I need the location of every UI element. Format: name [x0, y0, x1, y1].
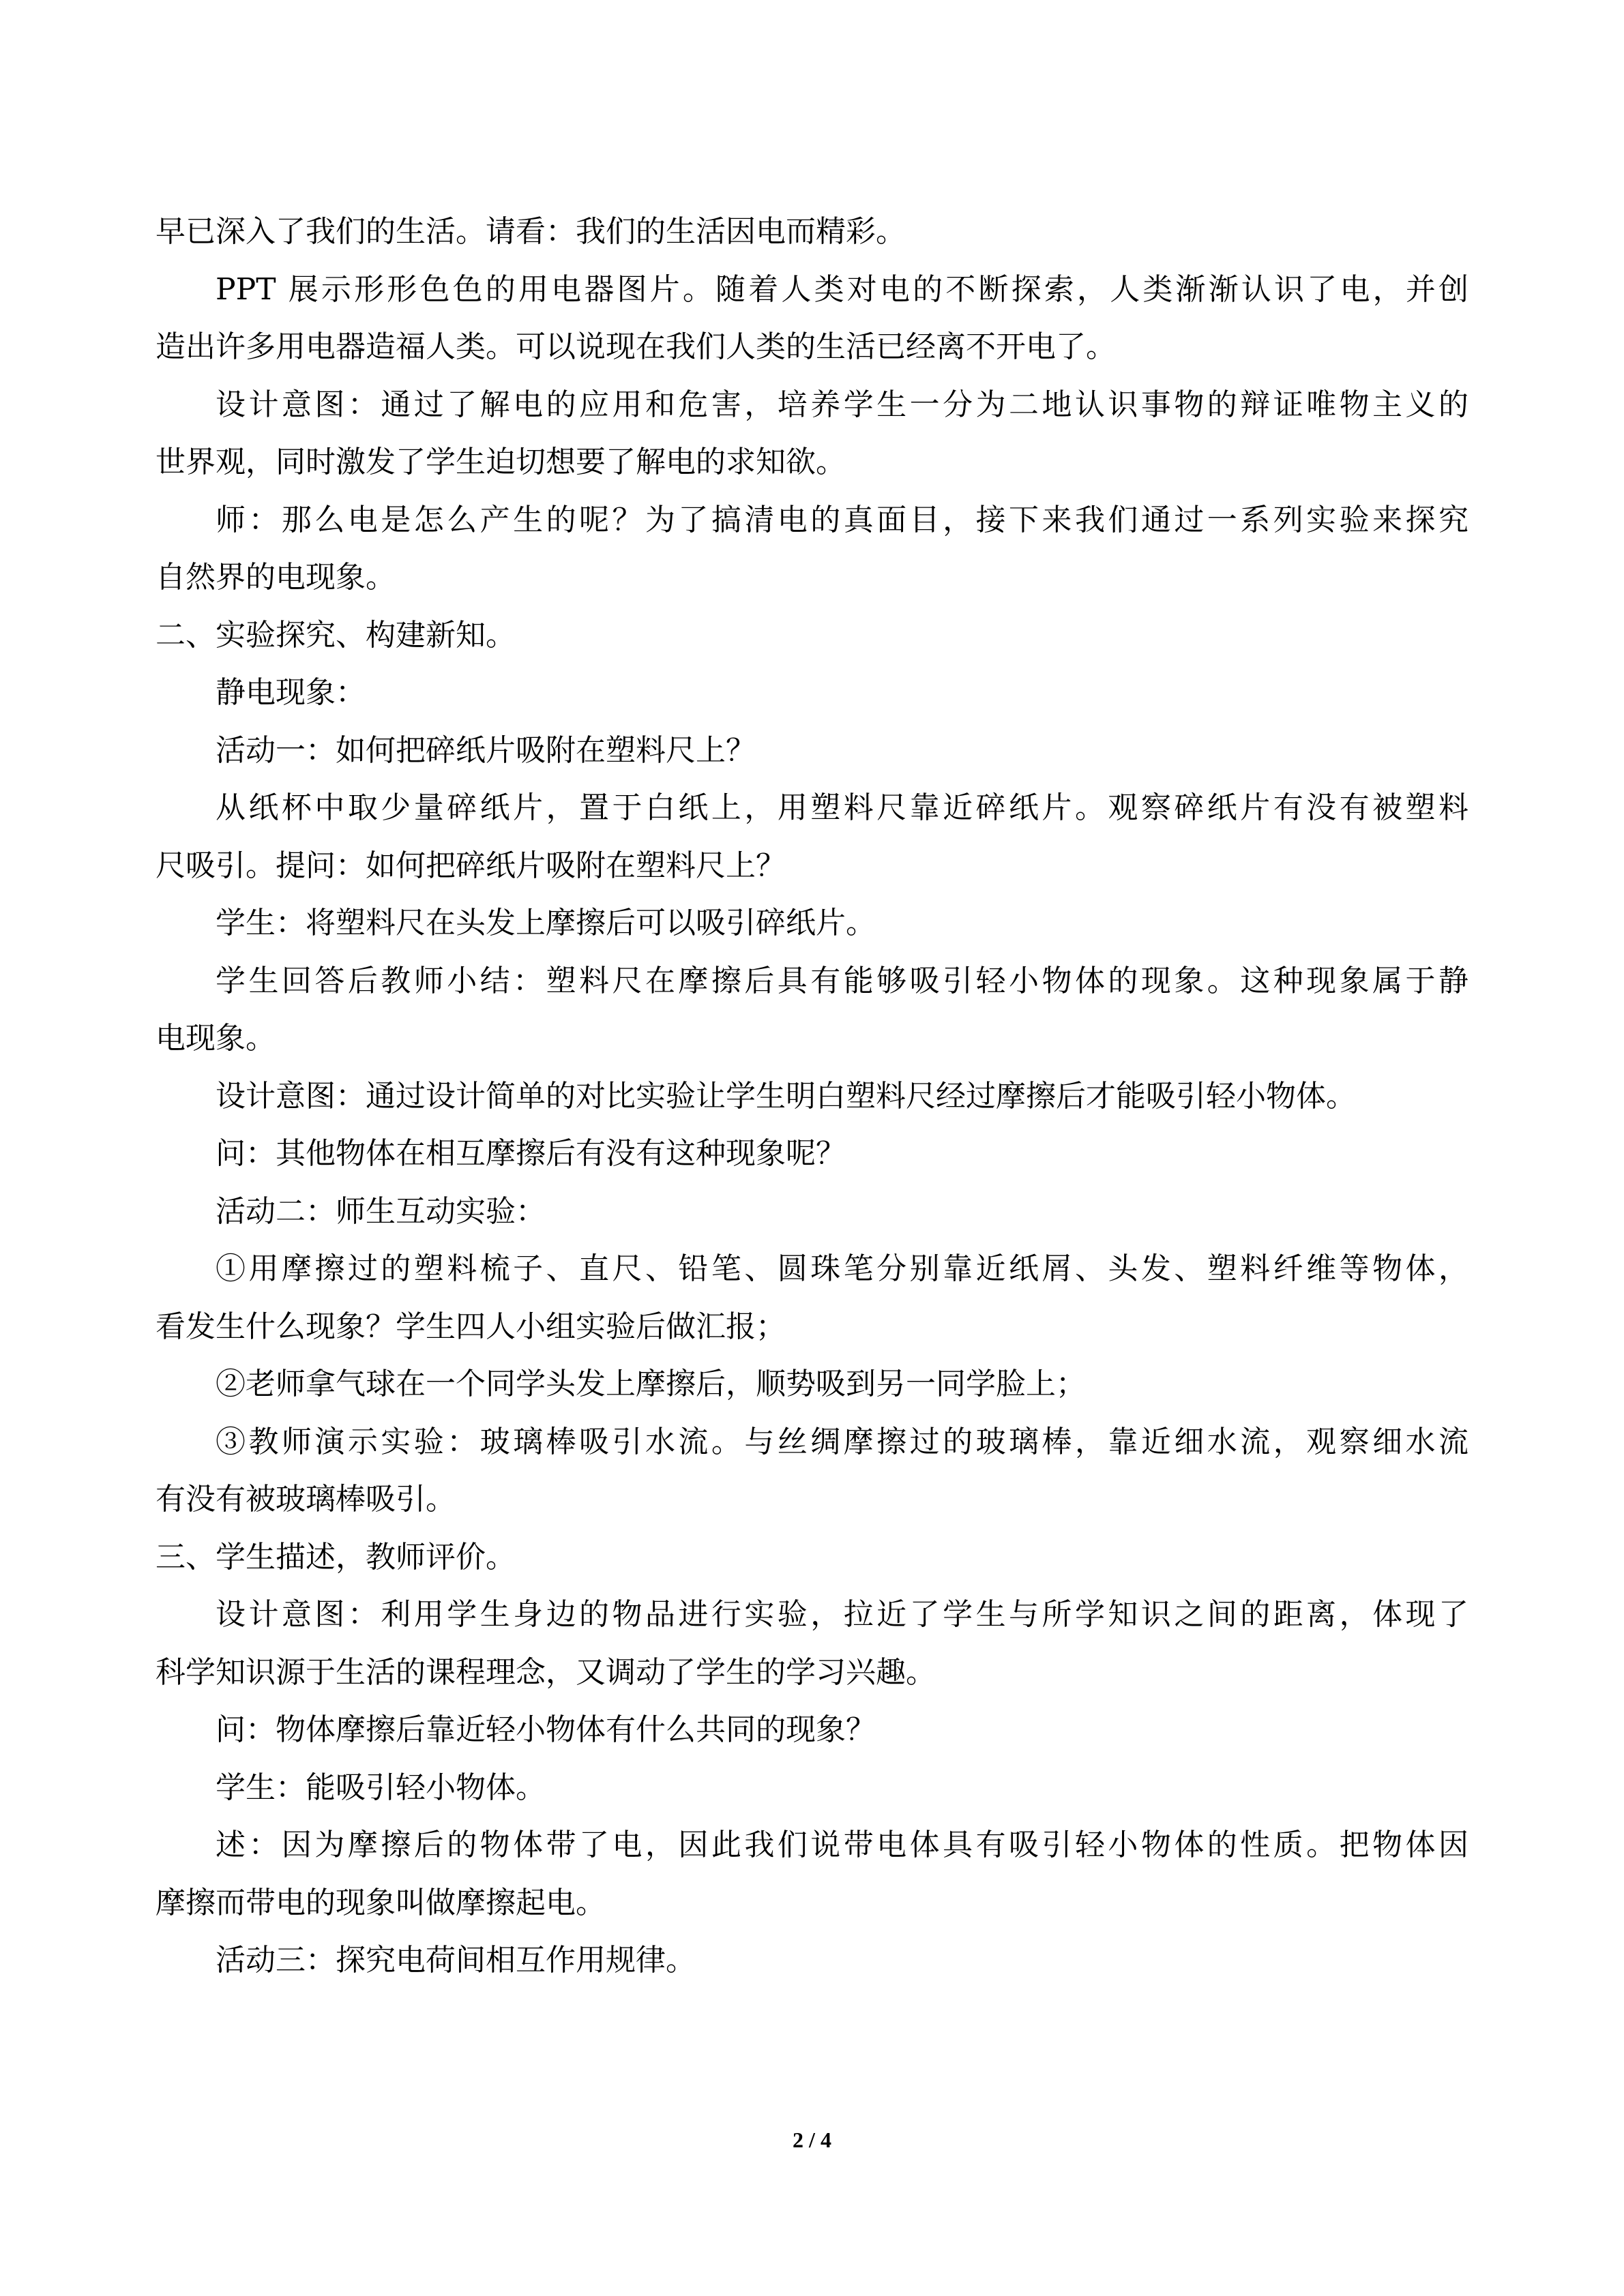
paragraph-line: 造出许多用电器造福人类。可以说现在我们人类的生活已经离不开电了。: [156, 329, 1116, 364]
paragraph-line: ③教师演示实验：玻璃棒吸引水流。与丝绸摩擦过的玻璃棒，靠近细水流，观察细水流: [216, 1424, 1468, 1459]
paragraph-line: 活动二：师生互动实验：: [216, 1193, 546, 1229]
paragraph-line: 学生回答后教师小结：塑料尺在摩擦后具有能够吸引轻小物体的现象。这种现象属于静: [216, 963, 1468, 998]
paragraph-line: 述：因为摩擦后的物体带了电，因此我们说带电体具有吸引轻小物体的性质。把物体因: [216, 1828, 1468, 1862]
page-number: 2 / 4: [793, 2128, 831, 2152]
paragraph-line: 早已深入了我们的生活。请看：我们的生活因电而精彩。: [156, 214, 906, 249]
paragraph-line: ①用摩擦过的塑料梳子、直尺、铅笔、圆珠笔分别靠近纸屑、头发、塑料纤维等物体，: [216, 1251, 1468, 1286]
paragraph-line: PPT 展示形形色色的用电器图片。随着人类对电的不断探索，人类渐渐认识了电，并创: [216, 271, 1468, 307]
paragraph-line: 问：物体摩擦后靠近轻小物体有什么共同的现象？: [216, 1712, 876, 1747]
paragraph-line: 摩擦而带电的现象叫做摩擦起电。: [156, 1885, 606, 1920]
paragraph-line: 世界观，同时激发了学生迫切想要了解电的求知欲。: [156, 445, 846, 479]
paragraph-line: 科学知识源于生活的课程理念，又调动了学生的学习兴趣。: [156, 1654, 936, 1690]
paragraph-line: ②老师拿气球在一个同学头发上摩擦后，顺势吸到另一同学脸上；: [216, 1367, 1086, 1401]
section-heading: 二、实验探究、构建新知。: [156, 617, 516, 653]
paragraph-line: 从纸杯中取少量碎纸片，置于白纸上，用塑料尺靠近碎纸片。观察碎纸片有没有被塑料: [216, 790, 1468, 825]
paragraph-line: 有没有被玻璃棒吸引。: [156, 1482, 456, 1517]
paragraph-line: 自然界的电现象。: [156, 560, 396, 595]
document-body: [156, 203, 1468, 1990]
paragraph-line: 静电现象：: [216, 675, 366, 710]
paragraph-line: 活动一：如何把碎纸片吸附在塑料尺上？: [216, 732, 756, 768]
paragraph-line: 学生：能吸引轻小物体。: [216, 1770, 546, 1805]
paragraph-line: 师：那么电是怎么产生的呢？为了搞清电的真面目，接下来我们通过一系列实验来探究: [216, 502, 1468, 537]
paragraph-line: 学生：将塑料尺在头发上摩擦后可以吸引碎纸片。: [216, 906, 876, 940]
section-heading: 三、学生描述，教师评价。: [156, 1539, 516, 1575]
paragraph-line: 电现象。: [156, 1021, 276, 1056]
paragraph-line: 看发生什么现象？学生四人小组实验后做汇报；: [156, 1309, 786, 1344]
paragraph-line: 设计意图：利用学生身边的物品进行实验，拉近了学生与所学知识之间的距离，体现了: [216, 1597, 1468, 1632]
paragraph-line: 活动三：探究电荷间相互作用规律。: [216, 1943, 696, 1978]
paragraph-line: 问：其他物体在相互摩擦后有没有这种现象呢？: [216, 1136, 846, 1171]
paragraph-line: 尺吸引。提问：如何把碎纸片吸附在塑料尺上？: [156, 848, 786, 883]
paragraph-line: 设计意图：通过了解电的应用和危害，培养学生一分为二地认识事物的辩证唯物主义的: [216, 387, 1468, 422]
paragraph-line: 设计意图：通过设计简单的对比实验让学生明白塑料尺经过摩擦后才能吸引轻小物体。: [216, 1078, 1356, 1114]
